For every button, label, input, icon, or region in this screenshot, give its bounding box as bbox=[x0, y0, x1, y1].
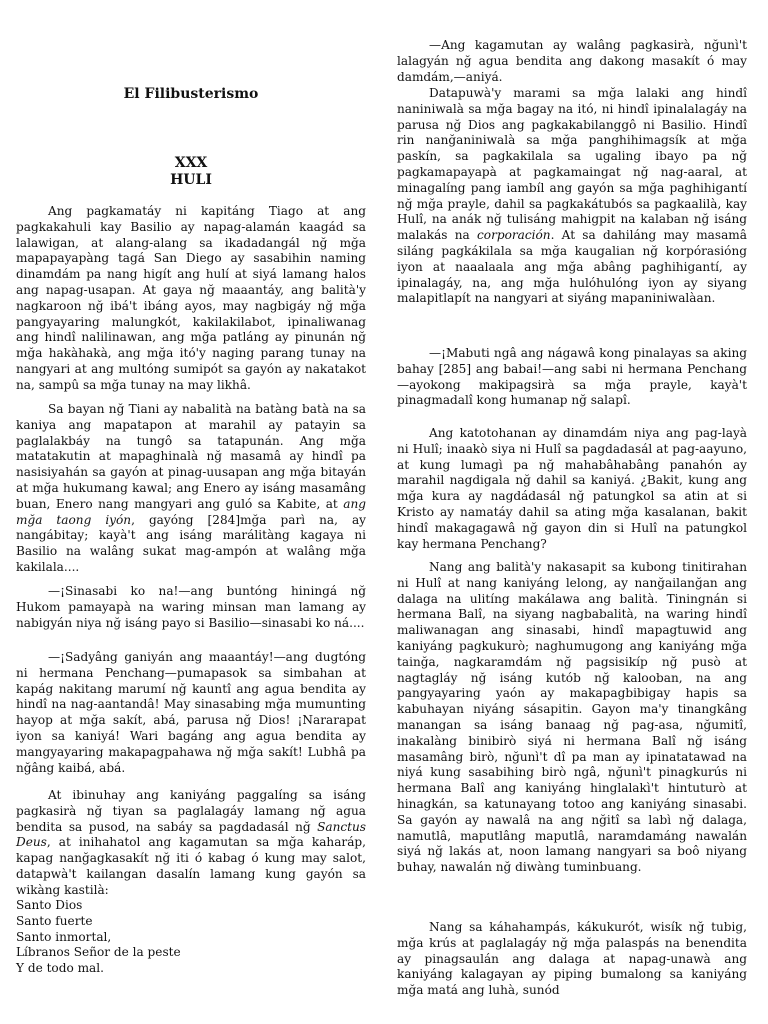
italic-text: corporación bbox=[477, 228, 551, 243]
paragraph bbox=[16, 788, 366, 899]
text-run: Sa bayan nğ Tiani ay nabalità na batàng batà na sa kaniya ang mapatapon at marahil ay patayin sa paglalakbáy na tungô sa tatapunán. Ang mğa matatakutin at mapaghinalà nğ masamâ ay hindî pa nasisiyahán sa gayón at pinag-uusapan ang mğa bitayán at mğa hukumang kawal; ang Enero ay isáng masamâng buan, Enero nang mangyari ang guló sa Kabite, at bbox=[16, 402, 366, 511]
paragraph bbox=[16, 584, 366, 631]
document-title: El Filibusterismo bbox=[123, 86, 259, 102]
italic-text: Sanctus Deus bbox=[16, 819, 366, 850]
text-run: . At sa dahiláng may masamâ siláng pagkákilala sa mğa kaugalian nğ korpórasióng iyon at naaalaala ang mğa abâng paghihigantí, ay ipinalagáy, na, ang mğa hulóhulóng iyon ay siyang malapitlapít na nangyari at siyáng mapaniniwalàan. bbox=[397, 228, 747, 306]
paragraph-text: Ang katotohanan ay dinamdám niya ang pag-layà ni Hulî; inaakò siya ni Hulî sa pagdadasál at pag-aayuno, at kung lumagì pa nğ mahabâhabâng panahón ay marahil nagdigala nğ dahil sa kaniyá. ¿Bakit, kung ang mğa kura ay nagdádasál nğ patungkol sa atin at si Kristo ay namatáy dahil sa ating mğa kasalanan, bakit hindî makagagawâ nğ gayon din si Hulî na patungkol kay hermana Penchang? bbox=[397, 426, 747, 551]
text-run: Datapuwà'y marami sa mğa lalaki ang hindî naniniwalà sa mğa bagay na itó, ni hindî ipinalalagáy na parusa nğ Dios ang pagkakabilanggô ni Basilio. Hindî rin nanğaniniwalà sa mğa panghihimagsík at mğa paskín, sa pagkakilala sa ugaling ibayo pa nğ pagkamapayapà at pagkamaingat nğ nag-aaral, at minagalíng pang iambíl ang gayón sa mğa paghihigantí nğ mğa prayle, dahil sa pagkakátubós sa pagkaalilà, kay Hulî, na anák nğ tulisáng mahigpit na kalaban nğ isáng malakás na bbox=[397, 86, 747, 243]
chapter-heading bbox=[16, 155, 366, 189]
paragraph bbox=[397, 560, 747, 876]
text-run: At ibinuhay ang kaniyáng paggalíng sa isáng pagkasirà nğ tiyan sa paglalagáy lamang nğ agua bendita sa pusod, na sabáy sa pagdadasál nğ bbox=[16, 788, 366, 834]
paragraph-text: Nang sa káhahampás, kákukurót, wisík nğ tubig, mğa krús at paglalagáy nğ mğa palaspás na benendita ay pinagsaulán ang dalaga at napag-unawà ang kaniyáng kalagayan ay piping bumalong sa kaniyáng mğa matá ang luhà, sunód bbox=[397, 920, 747, 998]
paragraph-text: —¡Sinasabi ko na!—ang buntóng hiningá nğ Hukom pamayapà na waring minsan man lamang ay nabigyán niya nğ isáng payo si Basilio—sinasabi ko ná.... bbox=[16, 584, 366, 630]
paragraph-text: —¡Sadyâng ganiyán ang maaantáy!—ang dugtóng ni hermana Penchang—pumapasok sa simbahan at kapág nakitang marumí nğ kauntî ang agua bendita ay hindî na nag-aantandâ! May sinasabing mğa mumunting hayop at mğa sakít, abá, parusa nğ Dios! ¡Nararapat iyon sa kaniyá! Wari bagáng ang agua bendita ay mangyayaring makapagpahawa nğ mğa sakít! Lubhâ pa nğâng kaibá, abá. bbox=[16, 650, 366, 775]
paragraph-text bbox=[397, 86, 747, 307]
paragraph-text bbox=[16, 402, 366, 576]
paragraph bbox=[16, 204, 366, 394]
paragraph-text: —¡Mabuti ngâ ang nágawâ kong pinalayas sa aking bahay [285] ang babai!—ang sabi ni hermana Penchang—ayokong makipagsirà sa mğa prayle, kayà't pinagmadalî kong humanap nğ salapî. bbox=[397, 346, 747, 408]
paragraph-text: Nang ang balità'y nakasapit sa kubong tinitirahan ni Hulî at nang kaniyáng lelong, ay nanğailanğan ang dalaga na ulitíng makálawa ang balità. Tiningnán si hermana Balî, na siyang nagbabalità, na waring hindî maliwanagan ang sinasabi, hindî mapagtuwid ang kaniyáng pagkukurò; naghumugong ang kaniyáng mğa tainğa, nagkaramdám nğ pagsisikíp nğ pusò at nagtagláy nğ isáng kutób nğ kalooban, na ang pangyayaring yaón ay makapagbibigay hapis sa kabuhayan niyáng sásapitin. Gayon ma'y tinangkâng manangan sa isáng banaag nğ pag-asa, nğumitî, inakalàng binibirò siyá ni hermana Balî nğ isáng masamâng birò, nğunì't dî pa man ay ipinatatawad na niyá kung sasabihing birò ngâ, nğunì't pinagkurús ni hermana Balî ang kaniyáng hinglalakì't hintuturò at hinagkán, sa katunayang totoo ang kaniyáng sinasabi. Sa gayón ay nawalâ na ang nğitî sa labì nğ dalaga, namutlâ, maputlâng maputlâ, naramdamáng nawalán siyá nğ lakás at, noon lamang nangyari sa boô niyang buhay, nawalán nğ diwàng tuminbuang. bbox=[397, 560, 747, 875]
verse-line: Santo fuerte bbox=[16, 913, 93, 928]
paragraph bbox=[16, 650, 366, 776]
verse-line: Santo inmortal, bbox=[16, 929, 112, 944]
verse-line: Líbranos Señor de la peste bbox=[16, 945, 181, 960]
paragraph-text: Ang pagkamatáy ni kapitáng Tiago at ang pagkakahuli kay Basilio ay napag-alamán kaagád sa lalawigan, at alang-alang sa ikadadangál nğ mğa mapapayapàng tagá San Diego ay sasabihin naming dinamdám pa nang higít ang hulí at siyá lamang halos ang napag-usapan. At gaya nğ maaantáy, ang balità'y nagkaroon nğ ibá't ibáng ayos, may nagbigáy nğ mğa pangyayaring malungkót, kakilakilabot, ipinaliwanag ang hindî nalilinawan, ang mğa patláng ay pinunán nğ mğa hakàhakà, ang mğa itó'y naging parang tunay na nangyari at ang multóng sumipót sa gayón ay nakatakot na, sampû sa mğa tunay na may likhâ. bbox=[16, 204, 366, 392]
paragraph bbox=[397, 86, 747, 307]
chapter-number: XXX bbox=[174, 155, 208, 171]
verse-line: Santo Dios bbox=[16, 898, 83, 912]
verse-line: Y de todo mal. bbox=[16, 961, 104, 976]
text-run: , at inihahatol ang kagamutan sa mğa kaharáp, kapag nanğagkasakít nğ iti ó kabag ó kung may salot, datapwà't kailangan dasalín lamang kung gayón sa wikàng kastilà: bbox=[16, 835, 366, 897]
paragraph bbox=[16, 402, 366, 576]
text-run: , gayóng [284]mğa parì na, ay nangábitay; kayà't ang isáng marálitàng kagaya ni Basilio na walâng sukat mag-ampón at walâng mğa kakilala.... bbox=[16, 512, 366, 574]
paragraph-text bbox=[16, 788, 366, 899]
italic-text: ang mğa taong iyón bbox=[16, 496, 366, 527]
paragraph bbox=[397, 346, 747, 409]
verse-block bbox=[16, 898, 181, 977]
paragraph bbox=[397, 426, 747, 552]
paragraph bbox=[397, 38, 747, 85]
chapter-title: HULI bbox=[170, 172, 212, 188]
paragraph bbox=[397, 920, 747, 999]
paragraph-text: —Ang kagamutan ay walâng pagkasirà, nğunì't lalagyán nğ agua bendita ang dakong masakít ó may damdám,—aniyá. bbox=[397, 38, 747, 84]
